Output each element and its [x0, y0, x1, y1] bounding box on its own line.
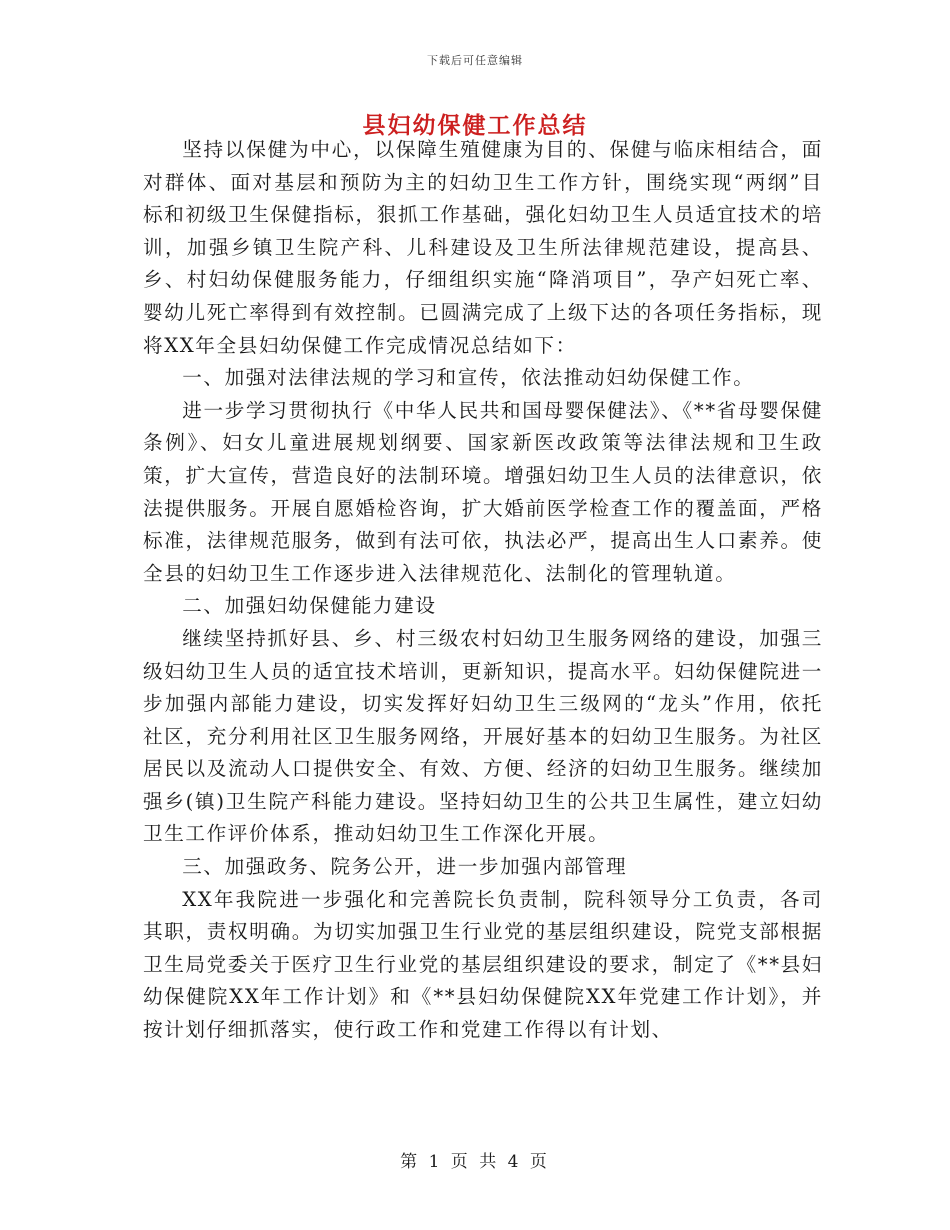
- page-header-note: 下载后可任意编辑: [427, 54, 523, 67]
- section-1-heading: 一、加强对法律法规的学习和宣传，依法推动妇幼保健工作。: [182, 366, 755, 390]
- intro-paragraph: 坚持以保健为中心，以保障生殖健康为目的、保健与临床相结合，面对群体、面对基层和预防为主的妇幼卫生工作方针，围绕实现“两纲”目标和初级卫生保健指标，狠抓工作基础，强化妇幼卫生人员适宜技术的培训，加强乡镇卫生院产科、儿科建设及卫生所法律规范建设，提高县、乡、村妇幼保健服务能力，仔细组织实施“降消项目”，孕产妇死亡率、婴幼儿死亡率得到有效控制。已圆满完成了上级下达的各项任务指标，现将XX年全县妇幼保健工作完成情况总结如下：: [143, 138, 823, 357]
- section-3-paragraph: XX年我院进一步强化和完善院长负责制，院科领导分工负责，各司其职，责权明确。为切实加强卫生行业党的基层组织建设，院党支部根据卫生局党委关于医疗卫生行业党的基层组织建设的要求，制定了《**县妇幼保健院XX年工作计划》和《**县妇幼保健院XX年党建工作计划》，并按计划仔细抓落实，使行政工作和党建工作得以有计划、: [143, 887, 823, 1042]
- page-number-footer: 第 1 页 共 4 页: [400, 1152, 550, 1172]
- section-3-heading: 三、加强政务、院务公开，进一步加强内部管理: [182, 855, 628, 879]
- section-1-paragraph: 进一步学习贯彻执行《中华人民共和国母婴保健法》、《**省母婴保健条例》、妇女儿童进展规划纲要、国家新医改政策等法律法规和卫生政策，扩大宣传，营造良好的法制环境。增强妇幼卫生人员的法律意识，依法提供服务。开展自愿婚检咨询，扩大婚前医学检查工作的覆盖面，严格标准，法律规范服务，做到有法可依，执法必严，提高出生人口素养。使全县的妇幼卫生工作逐步进入法律规范化、法制化的管理轨道。: [143, 398, 823, 585]
- document-body: [143, 134, 823, 1047]
- document-title: 县妇幼保健工作总结: [362, 112, 588, 139]
- section-2-paragraph: 继续坚持抓好县、乡、村三级农村妇幼卫生服务网络的建设，加强三级妇幼卫生人员的适宜技术培训，更新知识，提高水平。妇幼保健院进一步加强内部能力建设，切实发挥好妇幼卫生三级网的“龙头”作用，依托社区，充分利用社区卫生服务网络，开展好基本的妇幼卫生服务。为社区居民以及流动人口提供安全、有效、方便、经济的妇幼卫生服务。继续加强乡(镇)卫生院产科能力建设。坚持妇幼卫生的公共卫生属性，建立妇幼卫生工作评价体系，推动妇幼卫生工作深化开展。: [143, 626, 823, 846]
- section-2-heading: 二、加强妇幼保健能力建设: [182, 594, 437, 618]
